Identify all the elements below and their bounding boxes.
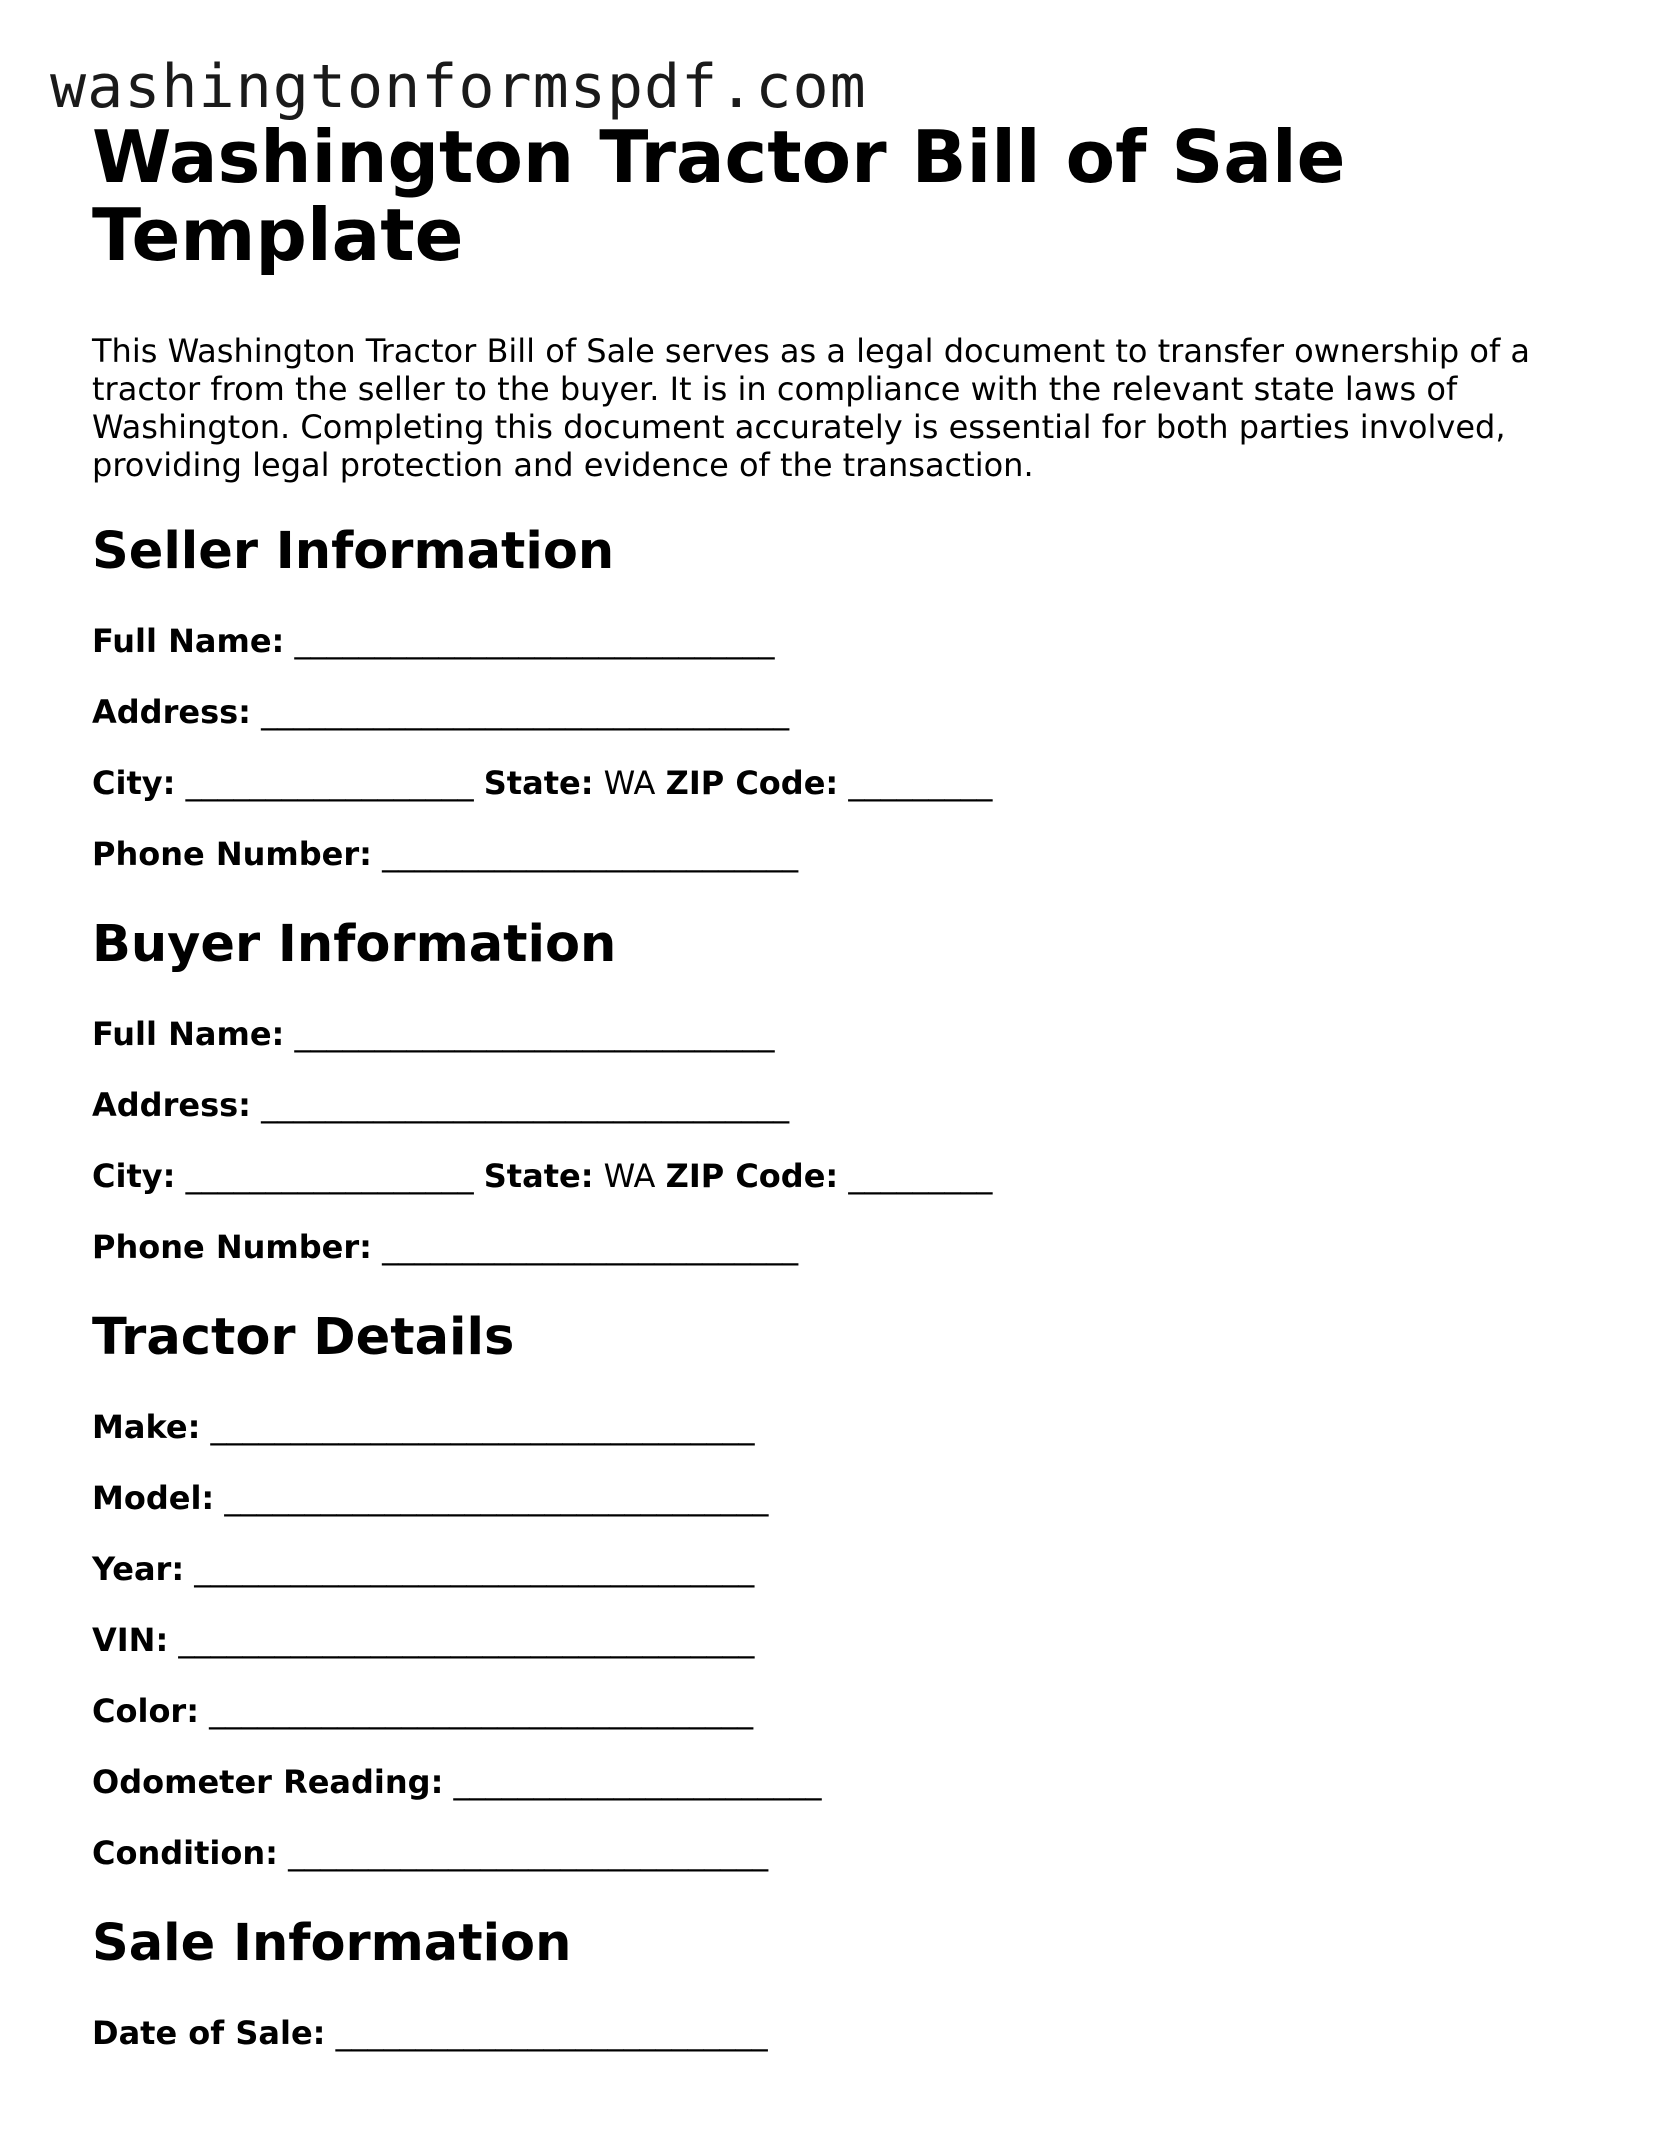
buyer-city-blank[interactable]: __________________ [185, 1157, 474, 1195]
field-label: Date of Sale: [92, 2014, 326, 2052]
seller-address-blank[interactable]: _________________________________ [261, 693, 790, 731]
sale-date-blank[interactable]: ___________________________ [335, 2014, 768, 2052]
seller-city-state-zip-field[interactable] [92, 764, 1592, 802]
buyer-address-blank[interactable]: _________________________________ [261, 1086, 790, 1124]
buyer-section [92, 915, 1592, 1266]
tractor-heading: Tractor Details [92, 1308, 515, 1367]
seller-heading: Seller Information [92, 522, 615, 581]
field-label: Full Name: [92, 1015, 285, 1053]
tractor-model-blank[interactable]: __________________________________ [224, 1479, 769, 1517]
document-page [92, 115, 1592, 2052]
field-label: Year: [92, 1550, 185, 1588]
tractor-section [92, 1308, 1592, 1872]
buyer-full-name-field[interactable] [92, 1015, 1592, 1053]
tractor-vin-blank[interactable]: ____________________________________ [178, 1621, 755, 1659]
buyer-full-name-blank[interactable]: ______________________________ [294, 1015, 775, 1053]
intro-paragraph: This Washington Tractor Bill of Sale serves as a legal document to transfer ownership of a tractor from the seller to the buyer. It is in compliance with the relevant state laws of Washington. Completing this document accurately is essential for both parties involved, providing legal protection and evidence of the transaction. [92, 332, 1530, 484]
page-title: Washington Tractor Bill of Sale Template [92, 115, 1346, 277]
tractor-color-blank[interactable]: __________________________________ [209, 1692, 754, 1730]
field-label: VIN: [92, 1621, 169, 1659]
field-label: Address: [92, 1086, 251, 1124]
tractor-year-field[interactable] [92, 1550, 1592, 1588]
seller-city-blank[interactable]: __________________ [185, 764, 474, 802]
seller-state-value: WA [603, 764, 656, 802]
field-label: Color: [92, 1692, 199, 1730]
field-label: State: [483, 764, 594, 802]
buyer-address-field[interactable] [92, 1086, 1592, 1124]
buyer-heading: Buyer Information [92, 915, 617, 974]
sale-section [92, 1914, 1592, 2052]
field-label: Condition: [92, 1834, 278, 1872]
buyer-city-state-zip-field[interactable] [92, 1157, 1592, 1195]
tractor-year-blank[interactable]: ___________________________________ [194, 1550, 755, 1588]
tractor-vin-field[interactable] [92, 1621, 1592, 1659]
field-label: Model: [92, 1479, 215, 1517]
field-label: City: [92, 1157, 176, 1195]
seller-full-name-blank[interactable]: ______________________________ [294, 622, 775, 660]
field-label: Odometer Reading: [92, 1763, 444, 1801]
seller-address-field[interactable] [92, 693, 1592, 731]
field-label: Full Name: [92, 622, 285, 660]
tractor-condition-field[interactable] [92, 1834, 1592, 1872]
seller-section [92, 522, 1592, 873]
field-label: ZIP Code: [665, 1157, 839, 1195]
buyer-phone-blank[interactable]: __________________________ [382, 1228, 799, 1266]
field-label: Phone Number: [92, 835, 372, 873]
field-label: Address: [92, 693, 251, 731]
tractor-color-field[interactable] [92, 1692, 1592, 1730]
buyer-phone-field[interactable] [92, 1228, 1592, 1266]
field-label: Phone Number: [92, 1228, 372, 1266]
buyer-state-value: WA [603, 1157, 656, 1195]
tractor-make-field[interactable] [92, 1408, 1592, 1446]
seller-phone-field[interactable] [92, 835, 1592, 873]
tractor-odometer-field[interactable] [92, 1763, 1592, 1801]
field-label: State: [483, 1157, 594, 1195]
tractor-model-field[interactable] [92, 1479, 1592, 1517]
field-label: Make: [92, 1408, 201, 1446]
tractor-make-blank[interactable]: __________________________________ [210, 1408, 755, 1446]
sale-date-field[interactable] [92, 2014, 1592, 2052]
seller-phone-blank[interactable]: __________________________ [382, 835, 799, 873]
tractor-odometer-blank[interactable]: _______________________ [453, 1763, 822, 1801]
field-label: City: [92, 764, 176, 802]
field-label: ZIP Code: [665, 764, 839, 802]
watermark: washingtonformspdf.com [50, 52, 867, 122]
seller-zip-blank[interactable]: _________ [848, 764, 993, 802]
tractor-condition-blank[interactable]: ______________________________ [288, 1834, 769, 1872]
buyer-zip-blank[interactable]: _________ [848, 1157, 993, 1195]
seller-full-name-field[interactable] [92, 622, 1592, 660]
sale-heading: Sale Information [92, 1914, 572, 1973]
